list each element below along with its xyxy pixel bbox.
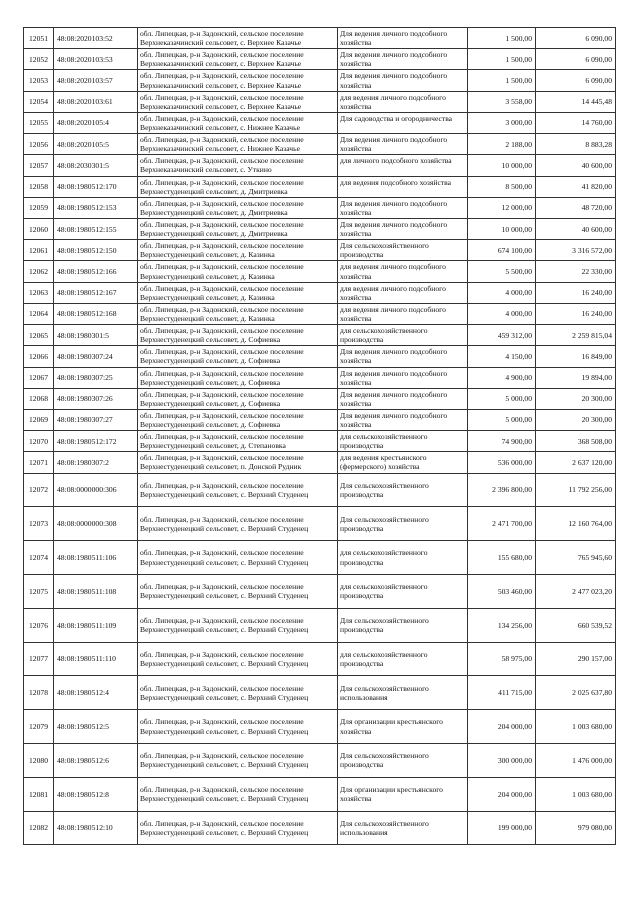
area-cell: 58 975,00 <box>468 642 536 676</box>
row-number: 12072 <box>24 473 54 507</box>
address-cell: обл. Липецкая, р-н Задонский, сельское поселение Верхнестуденецкий сельсовет, п. Донской Рудник <box>138 452 338 473</box>
table-row <box>24 743 616 777</box>
row-number: 12082 <box>24 811 54 845</box>
row-number: 12069 <box>24 409 54 430</box>
table-row <box>24 541 616 575</box>
area-cell: 4 150,00 <box>468 346 536 367</box>
cadastral-number: 48:08:1980511:108 <box>54 574 138 608</box>
table-row <box>24 49 616 70</box>
area-cell: 12 000,00 <box>468 197 536 218</box>
cadastral-number: 48:08:2020103:52 <box>54 28 138 49</box>
address-cell: обл. Липецкая, р-н Задонский, сельское поселение Верхнестуденецкий сельсовет, д. Софиевка <box>138 367 338 388</box>
permitted-use-cell: для сельскохозяйственного производства <box>338 325 468 346</box>
cadastral-number: 48:08:1980307:26 <box>54 388 138 409</box>
table-row <box>24 91 616 112</box>
area-cell: 1 500,00 <box>468 70 536 91</box>
address-cell: обл. Липецкая, р-н Задонский, сельское поселение Верхнестуденецкий сельсовет, с. Верхний Студенец <box>138 811 338 845</box>
address-cell: обл. Липецкая, р-н Задонский, сельское поселение Верхнеказачинский сельсовет, с. Нижнее Казачье <box>138 134 338 155</box>
permitted-use-cell: Для ведения личного подсобного хозяйства <box>338 367 468 388</box>
cadastral-value-cell: 41 820,00 <box>536 176 616 197</box>
address-cell: обл. Липецкая, р-н Задонский, сельское поселение Верхнестуденецкий сельсовет, д. Казинка <box>138 303 338 324</box>
permitted-use-cell: Для ведения личного подсобного хозяйства <box>338 28 468 49</box>
table-row <box>24 452 616 473</box>
table-row <box>24 282 616 303</box>
permitted-use-cell: для ведения личного подсобного хозяйства <box>338 261 468 282</box>
cadastral-value-cell: 1 003 680,00 <box>536 777 616 811</box>
cadastral-value-cell: 290 157,00 <box>536 642 616 676</box>
row-number: 12070 <box>24 431 54 452</box>
permitted-use-cell: Для сельскохозяйственного производства <box>338 507 468 541</box>
address-cell: обл. Липецкая, р-н Задонский, сельское поселение Верхнестуденецкий сельсовет, с. Верхний Студенец <box>138 743 338 777</box>
row-number: 12066 <box>24 346 54 367</box>
address-cell: обл. Липецкая, р-н Задонский, сельское поселение Верхнестуденецкий сельсовет, д. Софиевка <box>138 388 338 409</box>
cadastral-value-cell: 40 600,00 <box>536 155 616 176</box>
area-cell: 10 000,00 <box>468 218 536 239</box>
area-cell: 503 460,00 <box>468 574 536 608</box>
cadastral-value-cell: 19 894,00 <box>536 367 616 388</box>
cadastral-value-cell: 3 316 572,00 <box>536 240 616 261</box>
row-number: 12057 <box>24 155 54 176</box>
cadastral-number: 48:08:2020103:61 <box>54 91 138 112</box>
area-cell: 2 188,00 <box>468 134 536 155</box>
cadastral-value-cell: 765 945,60 <box>536 541 616 575</box>
address-cell: обл. Липецкая, р-н Задонский, сельское поселение Верхнестуденецкий сельсовет, с. Верхний Студенец <box>138 710 338 744</box>
area-cell: 199 000,00 <box>468 811 536 845</box>
row-number: 12067 <box>24 367 54 388</box>
table-row <box>24 70 616 91</box>
area-cell: 2 396 800,00 <box>468 473 536 507</box>
cadastral-value-cell: 368 508,00 <box>536 431 616 452</box>
cadastral-number: 48:08:2020105:4 <box>54 112 138 133</box>
address-cell: обл. Липецкая, р-н Задонский, сельское поселение Верхнестуденецкий сельсовет, с. Верхний Студенец <box>138 541 338 575</box>
row-number: 12079 <box>24 710 54 744</box>
cadastral-number: 48:08:0000000:308 <box>54 507 138 541</box>
table-row <box>24 811 616 845</box>
address-cell: обл. Липецкая, р-н Задонский, сельское поселение Верхнестуденецкий сельсовет, д. Софиевка <box>138 346 338 367</box>
cadastral-value-cell: 8 883,28 <box>536 134 616 155</box>
area-cell: 674 100,00 <box>468 240 536 261</box>
cadastral-value-cell: 2 259 815,04 <box>536 325 616 346</box>
address-cell: обл. Липецкая, р-н Задонский, сельское поселение Верхнеказачинский сельсовет, с. Верхнее Казачье <box>138 70 338 91</box>
address-cell: обл. Липецкая, р-н Задонский, сельское поселение Верхнестуденецкий сельсовет, с. Верхний Студенец <box>138 507 338 541</box>
row-number: 12062 <box>24 261 54 282</box>
permitted-use-cell: Для сельскохозяйственного производства <box>338 608 468 642</box>
area-cell: 10 000,00 <box>468 155 536 176</box>
row-number: 12063 <box>24 282 54 303</box>
table-row <box>24 197 616 218</box>
area-cell: 74 900,00 <box>468 431 536 452</box>
table-row <box>24 112 616 133</box>
cadastral-number: 48:08:1980512:6 <box>54 743 138 777</box>
table-row <box>24 176 616 197</box>
area-cell: 134 256,00 <box>468 608 536 642</box>
row-number: 12052 <box>24 49 54 70</box>
address-cell: обл. Липецкая, р-н Задонский, сельское поселение Верхнестуденецкий сельсовет, д. Дмитриевка <box>138 176 338 197</box>
cadastral-value-cell: 2 477 023,20 <box>536 574 616 608</box>
permitted-use-cell: Для ведения личного подсобного хозяйства <box>338 70 468 91</box>
cadastral-value-cell: 16 240,00 <box>536 282 616 303</box>
cadastral-number: 48:08:1980512:155 <box>54 218 138 239</box>
row-number: 12055 <box>24 112 54 133</box>
address-cell: обл. Липецкая, р-н Задонский, сельское поселение Верхнестуденецкий сельсовет, д. Казинка <box>138 282 338 303</box>
cadastral-number: 48:08:2020103:53 <box>54 49 138 70</box>
cadastral-value-cell: 2 637 120,00 <box>536 452 616 473</box>
row-number: 12056 <box>24 134 54 155</box>
permitted-use-cell: Для сельскохозяйственного производства <box>338 743 468 777</box>
permitted-use-cell: для ведения крестьянского (фермерского) хозяйства <box>338 452 468 473</box>
area-cell: 155 680,00 <box>468 541 536 575</box>
table-row <box>24 642 616 676</box>
address-cell: обл. Липецкая, р-н Задонский, сельское поселение Верхнестуденецкий сельсовет, с. Верхний Студенец <box>138 676 338 710</box>
table-row <box>24 473 616 507</box>
cadastral-number: 48:08:2020105:5 <box>54 134 138 155</box>
address-cell: обл. Липецкая, р-н Задонский, сельское поселение Верхнестуденецкий сельсовет, с. Верхний Студенец <box>138 642 338 676</box>
row-number: 12058 <box>24 176 54 197</box>
permitted-use-cell: для ведения личного подсобного хозяйства <box>338 91 468 112</box>
area-cell: 1 500,00 <box>468 49 536 70</box>
cadastral-number: 48:08:1980512:150 <box>54 240 138 261</box>
permitted-use-cell: Для сельскохозяйственного производства <box>338 240 468 261</box>
cadastral-number: 48:08:1980307:27 <box>54 409 138 430</box>
address-cell: обл. Липецкая, р-н Задонский, сельское поселение Верхнестуденецкий сельсовет, с. Верхний Студенец <box>138 473 338 507</box>
cadastral-number: 48:08:1980511:110 <box>54 642 138 676</box>
permitted-use-cell: для сельскохозяйственного производства <box>338 642 468 676</box>
area-cell: 300 000,00 <box>468 743 536 777</box>
cadastral-value-cell: 2 025 637,80 <box>536 676 616 710</box>
table-row <box>24 574 616 608</box>
row-number: 12078 <box>24 676 54 710</box>
cadastral-value-cell: 6 090,00 <box>536 70 616 91</box>
area-cell: 8 500,00 <box>468 176 536 197</box>
permitted-use-cell: Для организации крестьянского хозяйства <box>338 710 468 744</box>
permitted-use-cell: для личного подсобного хозяйства <box>338 155 468 176</box>
cadastral-value-cell: 660 539,52 <box>536 608 616 642</box>
cadastral-number: 48:08:1980301:5 <box>54 325 138 346</box>
table-row <box>24 507 616 541</box>
row-number: 12071 <box>24 452 54 473</box>
area-cell: 1 500,00 <box>468 28 536 49</box>
permitted-use-cell: Для садоводства и огородничества <box>338 112 468 133</box>
cadastral-number: 48:08:1980512:167 <box>54 282 138 303</box>
row-number: 12059 <box>24 197 54 218</box>
address-cell: обл. Липецкая, р-н Задонский, сельское поселение Верхнеказачинский сельсовет, с. Верхнее Казачье <box>138 91 338 112</box>
permitted-use-cell: Для ведения личного подсобного хозяйства <box>338 218 468 239</box>
row-number: 12060 <box>24 218 54 239</box>
address-cell: обл. Липецкая, р-н Задонский, сельское поселение Верхнестуденецкий сельсовет, д. Казинка <box>138 261 338 282</box>
area-cell: 204 000,00 <box>468 777 536 811</box>
cadastral-value-cell: 12 160 764,00 <box>536 507 616 541</box>
row-number: 12064 <box>24 303 54 324</box>
cadastral-value-cell: 11 792 256,00 <box>536 473 616 507</box>
cadastral-number: 48:08:1980307:25 <box>54 367 138 388</box>
area-cell: 536 000,00 <box>468 452 536 473</box>
cadastral-number: 48:08:2020103:57 <box>54 70 138 91</box>
cadastral-value-cell: 1 476 000,00 <box>536 743 616 777</box>
table-row <box>24 431 616 452</box>
cadastral-number: 48:08:1980512:10 <box>54 811 138 845</box>
permitted-use-cell: Для ведения личного подсобного хозяйства <box>338 197 468 218</box>
cadastral-number: 48:08:0000000:306 <box>54 473 138 507</box>
row-number: 12054 <box>24 91 54 112</box>
row-number: 12073 <box>24 507 54 541</box>
cadastral-value-cell: 16 240,00 <box>536 303 616 324</box>
permitted-use-cell: Для ведения личного подсобного хозяйства <box>338 346 468 367</box>
area-cell: 204 000,00 <box>468 710 536 744</box>
cadastral-value-cell: 16 849,00 <box>536 346 616 367</box>
cadastral-number: 48:08:1980512:172 <box>54 431 138 452</box>
area-cell: 2 471 700,00 <box>468 507 536 541</box>
row-number: 12068 <box>24 388 54 409</box>
area-cell: 459 312,00 <box>468 325 536 346</box>
table-row <box>24 777 616 811</box>
cadastral-value-cell: 40 600,00 <box>536 218 616 239</box>
address-cell: обл. Липецкая, р-н Задонский, сельское поселение Верхнестуденецкий сельсовет, д. Казинка <box>138 240 338 261</box>
permitted-use-cell: Для сельскохозяйственного использования <box>338 811 468 845</box>
cadastral-value-cell: 48 720,00 <box>536 197 616 218</box>
table-row <box>24 134 616 155</box>
address-cell: обл. Липецкая, р-н Задонский, сельское поселение Верхнестуденецкий сельсовет, д. Софиевка <box>138 409 338 430</box>
cadastral-number: 48:08:1980512:5 <box>54 710 138 744</box>
table-row <box>24 608 616 642</box>
permitted-use-cell: для сельскохозяйственного производства <box>338 574 468 608</box>
permitted-use-cell: для сельскохозяйственного производства <box>338 431 468 452</box>
permitted-use-cell: для сельскохозяйственного производства <box>338 541 468 575</box>
row-number: 12077 <box>24 642 54 676</box>
row-number: 12075 <box>24 574 54 608</box>
row-number: 12051 <box>24 28 54 49</box>
cadastral-value-cell: 20 300,00 <box>536 388 616 409</box>
row-number: 12080 <box>24 743 54 777</box>
cadastral-number: 48:08:1980512:8 <box>54 777 138 811</box>
table-row <box>24 710 616 744</box>
cadastral-value-cell: 22 330,00 <box>536 261 616 282</box>
address-cell: обл. Липецкая, р-н Задонский, сельское поселение Верхнестуденецкий сельсовет, д. Степановка <box>138 431 338 452</box>
permitted-use-cell: Для сельскохозяйственного использования <box>338 676 468 710</box>
cadastral-number: 48:08:1980512:153 <box>54 197 138 218</box>
address-cell: обл. Липецкая, р-н Задонский, сельское поселение Верхнеказачинский сельсовет, с. Верхнее Казачье <box>138 49 338 70</box>
table-row <box>24 409 616 430</box>
table-row <box>24 388 616 409</box>
cadastral-number: 48:08:2030301:5 <box>54 155 138 176</box>
row-number: 12081 <box>24 777 54 811</box>
permitted-use-cell: Для ведения личного подсобного хозяйства <box>338 388 468 409</box>
permitted-use-cell: Для ведения личного подсобного хозяйства <box>338 409 468 430</box>
cadastral-value-cell: 20 300,00 <box>536 409 616 430</box>
table-row <box>24 155 616 176</box>
table-row <box>24 325 616 346</box>
permitted-use-cell: для ведения личного подсобного хозяйства <box>338 282 468 303</box>
table-body <box>24 28 616 845</box>
row-number: 12053 <box>24 70 54 91</box>
address-cell: обл. Липецкая, р-н Задонский, сельское поселение Верхнестуденецкий сельсовет, с. Верхний Студенец <box>138 608 338 642</box>
table-row <box>24 346 616 367</box>
address-cell: обл. Липецкая, р-н Задонский, сельское поселение Верхнестуденецкий сельсовет, с. Верхний Студенец <box>138 777 338 811</box>
table-row <box>24 218 616 239</box>
area-cell: 4 000,00 <box>468 282 536 303</box>
table-row <box>24 303 616 324</box>
row-number: 12061 <box>24 240 54 261</box>
permitted-use-cell: Для организации крестьянского хозяйства <box>338 777 468 811</box>
cadastral-number: 48:08:1980512:170 <box>54 176 138 197</box>
row-number: 12074 <box>24 541 54 575</box>
permitted-use-cell: Для ведения личного подсобного хозяйства <box>338 49 468 70</box>
address-cell: обл. Липецкая, р-н Задонский, сельское поселение Верхнестуденецкий сельсовет, д. Дмитриевка <box>138 197 338 218</box>
area-cell: 4 900,00 <box>468 367 536 388</box>
row-number: 12076 <box>24 608 54 642</box>
cadastral-number: 48:08:1980511:109 <box>54 608 138 642</box>
address-cell: обл. Липецкая, р-н Задонский, сельское поселение Верхнестуденецкий сельсовет, с. Верхний Студенец <box>138 574 338 608</box>
address-cell: обл. Липецкая, р-н Задонский, сельское поселение Верхнеказачинский сельсовет, с. Нижнее Казачье <box>138 112 338 133</box>
table-row <box>24 240 616 261</box>
area-cell: 5 000,00 <box>468 388 536 409</box>
cadastral-value-cell: 6 090,00 <box>536 28 616 49</box>
permitted-use-cell: для ведения личного подсобного хозяйства <box>338 303 468 324</box>
table-row <box>24 676 616 710</box>
cadastral-number: 48:08:1980307:24 <box>54 346 138 367</box>
address-cell: обл. Липецкая, р-н Задонский, сельское поселение Верхнеказачинский сельсовет, с. Уткино <box>138 155 338 176</box>
area-cell: 5 500,00 <box>468 261 536 282</box>
permitted-use-cell: Для ведения личного подсобного хозяйства <box>338 134 468 155</box>
cadastral-value-cell: 6 090,00 <box>536 49 616 70</box>
address-cell: обл. Липецкая, р-н Задонский, сельское поселение Верхнеказачинский сельсовет, с. Верхнее Казачье <box>138 28 338 49</box>
area-cell: 3 558,00 <box>468 91 536 112</box>
row-number: 12065 <box>24 325 54 346</box>
address-cell: обл. Липецкая, р-н Задонский, сельское поселение Верхнестуденецкий сельсовет, д. Дмитриевка <box>138 218 338 239</box>
cadastral-number: 48:08:1980512:4 <box>54 676 138 710</box>
permitted-use-cell: для ведения подсобного хозяйства <box>338 176 468 197</box>
table-row <box>24 28 616 49</box>
cadastral-value-cell: 1 003 680,00 <box>536 710 616 744</box>
address-cell: обл. Липецкая, р-н Задонский, сельское поселение Верхнестуденецкий сельсовет, д. Софиевка <box>138 325 338 346</box>
table-row <box>24 261 616 282</box>
cadastral-value-cell: 979 080,00 <box>536 811 616 845</box>
area-cell: 4 000,00 <box>468 303 536 324</box>
area-cell: 3 000,00 <box>468 112 536 133</box>
area-cell: 411 715,00 <box>468 676 536 710</box>
area-cell: 5 000,00 <box>468 409 536 430</box>
cadastral-number: 48:08:1980512:168 <box>54 303 138 324</box>
cadastral-value-cell: 14 760,00 <box>536 112 616 133</box>
permitted-use-cell: Для сельскохозяйственного производства <box>338 473 468 507</box>
table-row <box>24 367 616 388</box>
cadastral-number: 48:08:1980511:106 <box>54 541 138 575</box>
cadastral-value-cell: 14 445,48 <box>536 91 616 112</box>
cadastral-number: 48:08:1980307:2 <box>54 452 138 473</box>
land-registry-table <box>23 27 616 845</box>
cadastral-number: 48:08:1980512:166 <box>54 261 138 282</box>
